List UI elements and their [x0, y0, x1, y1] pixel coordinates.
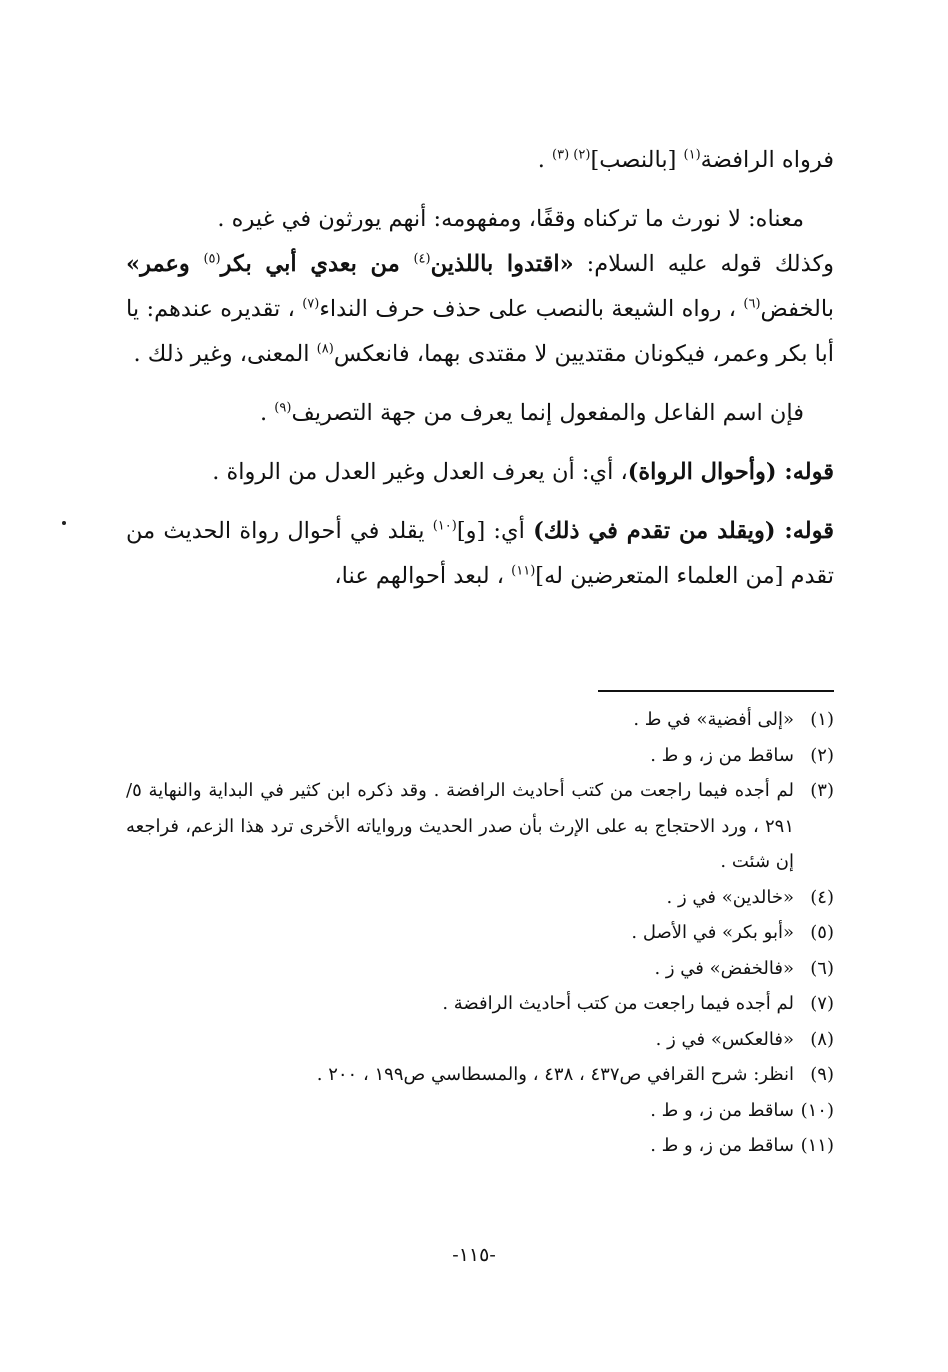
text-run: وكذلك قوله عليه السلام: [573, 251, 835, 277]
footnote-number: (٩) [810, 1064, 834, 1085]
footnote-ref[interactable]: (٧) [302, 296, 320, 312]
footnote-ref[interactable]: (٥) [203, 251, 221, 267]
footnote-ref[interactable]: (١١) [511, 563, 536, 579]
text-run: ، تقديره عندهم: يا أبا بكر وعمر، فيكونان مقتديين لا مقتدى بهما، فانعكس [126, 296, 834, 367]
matn-quote: (ويقلد من تقدم في ذلك) [533, 518, 776, 544]
footnote-text: ساقط من ز، و ط . [650, 1099, 794, 1121]
footnote-ref[interactable]: (٢) [573, 147, 591, 163]
footnote-number: (٥) [810, 922, 834, 943]
text-run: . [537, 147, 553, 173]
text-run: يقلد في أحوال رواة الحديث من تقدم [من العلماء المتعرضين له] [126, 518, 834, 589]
footnote-item [126, 1093, 834, 1129]
footnote-separator [598, 690, 834, 692]
footnote-number: (٧) [810, 993, 834, 1014]
footnote-number: (٢) [810, 744, 834, 766]
footnote-text: «إلى أفضية» في ط . [633, 709, 794, 730]
text-run: [بالنصب] [590, 147, 684, 173]
main-text [126, 138, 834, 599]
paragraph-6 [126, 509, 834, 599]
text-run: فإن اسم الفاعل والمفعول إنما يعرف من جهة التصريف [291, 400, 804, 426]
footnote-text: ساقط من ز، و ط . [650, 744, 794, 766]
footnote-ref[interactable]: (٩) [274, 400, 292, 416]
footnote-number: (٦) [810, 957, 834, 979]
footnote-ref[interactable]: (٤) [413, 251, 431, 267]
footnote-item [126, 951, 834, 987]
hadith-quote: من بعدي أبي بكر [220, 251, 414, 277]
text-run: فرواه الرافضة [700, 147, 834, 173]
speck [62, 521, 66, 525]
footnote-ref[interactable]: (١٠) [432, 518, 457, 534]
footnote-text: «فالعكس» في ز . [655, 1028, 794, 1050]
footnote-number: (١٠) [800, 1099, 834, 1121]
hadith-quote: وعمر» [126, 251, 204, 277]
footnote-text: «فالخفض» في ز . [654, 957, 794, 979]
footnote-item [126, 915, 834, 951]
paragraph-5 [126, 450, 834, 495]
text-run: . [259, 400, 275, 426]
footnote-item [126, 880, 834, 916]
text-run: ، أي: أن يعرف العدل وغير العدل من الرواة . [212, 459, 628, 485]
footnote-number: (١١) [800, 1135, 834, 1156]
paragraph-2 [126, 197, 834, 242]
commentary-label: قوله: [775, 518, 835, 544]
text-run: بالخفض [760, 296, 834, 322]
footnote-ref[interactable]: (٣) [552, 147, 574, 163]
footnote-ref[interactable]: (٨) [316, 341, 334, 357]
text-run: ، لبعد أحوالهم عنا، [334, 563, 512, 589]
footnote-ref[interactable]: (٦) [743, 296, 761, 312]
footnote-item [126, 738, 834, 774]
footnote-item [126, 1057, 834, 1093]
footnote-text: ساقط من ز، و ط . [650, 1135, 794, 1156]
footnote-number: (٣) [810, 780, 834, 801]
paragraph-3 [126, 242, 834, 377]
footnote-text: «خالدين» في ز . [666, 886, 794, 908]
text-run: أي: [و] [456, 518, 534, 544]
paragraph-1 [126, 138, 834, 183]
paragraph-4 [126, 391, 834, 436]
footnote-item [126, 702, 834, 738]
footnote-number: (٨) [810, 1028, 834, 1050]
page-number: -١١٥- [452, 1244, 496, 1266]
footnote-text: انظر: شرح القرافي ص٤٣٧ ، ٤٣٨ ، والمسطاسي ص١٩٩ ، ٢٠٠ . [316, 1064, 794, 1085]
footnote-item [126, 1022, 834, 1058]
commentary-label: قوله: [776, 459, 834, 485]
footnote-text: لم أجده فيما راجعت من كتب أحاديث الرافضة . وقد ذكره ابن كثير في البداية والنهاية ٥/ ٢٩١ ، ورد الاحتجاج به على الإرث بأن صدر الحديث ورواياته الأخرى ترد هذا الزعم، فراجعه إن شئت . [126, 780, 794, 872]
text-run: المعنى، وغير ذلك . [133, 341, 317, 367]
footnote-number: (١) [810, 709, 834, 730]
footnote-item [126, 986, 834, 1022]
footnote-ref[interactable]: (١) [683, 147, 701, 163]
footnotes [126, 702, 834, 1164]
footnote-item [126, 773, 834, 880]
footnote-item [126, 1128, 834, 1164]
footnote-text: «أبو بكر» في الأصل . [631, 922, 794, 943]
text-run: معناه: لا نورث ما تركناه وقفًا، ومفهومه: أنهم يورثون في غيره . [217, 206, 804, 232]
matn-quote: (وأحوال الرواة) [627, 459, 777, 485]
footnote-text: لم أجده فيما راجعت من كتب أحاديث الرافضة . [442, 993, 794, 1014]
hadith-quote: «اقتدوا باللذين [430, 251, 574, 277]
text-run: ، رواه الشيعة بالنصب على حذف حرف النداء [319, 296, 744, 322]
footnote-number: (٤) [810, 886, 834, 908]
